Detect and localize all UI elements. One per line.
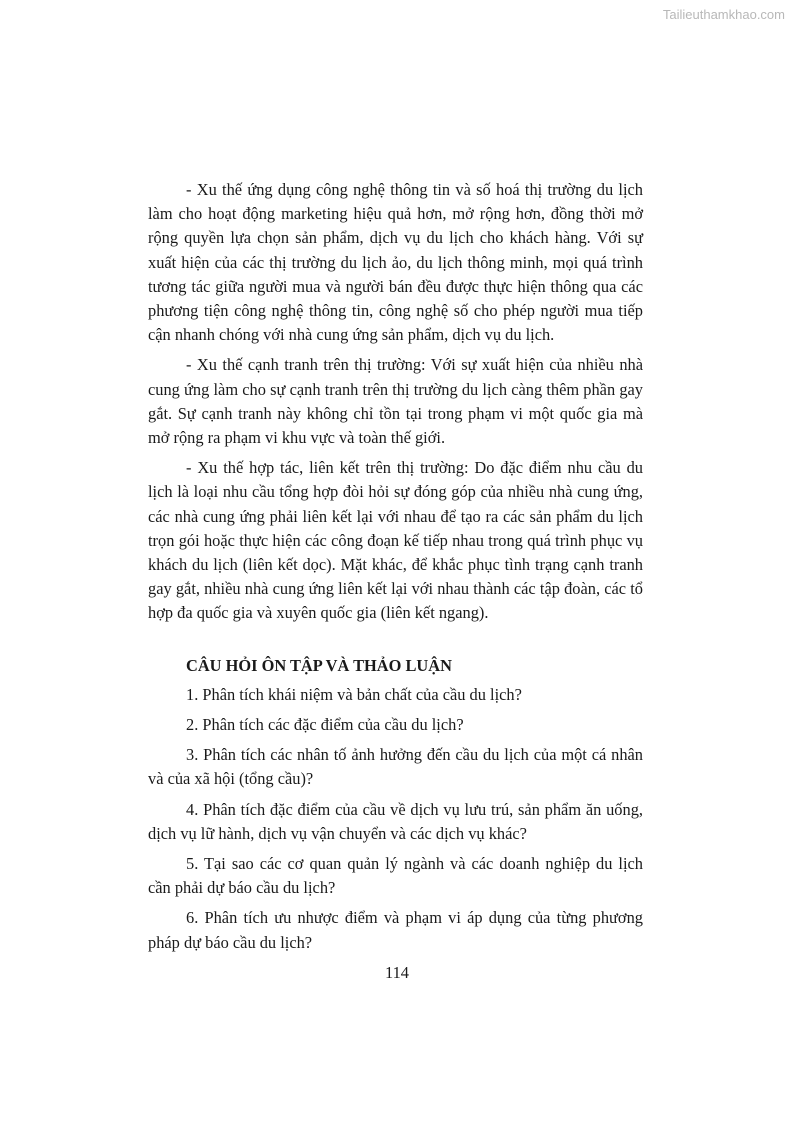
page-number: 114 bbox=[385, 963, 409, 982]
page-content bbox=[148, 178, 643, 961]
review-question-4: 4. Phân tích đặc điểm của cầu về dịch vụ lưu trú, sản phẩm ăn uống, dịch vụ lữ hành, dịch vụ vận chuyển và các dịch vụ khác? bbox=[148, 799, 643, 843]
review-section-heading: CÂU HỎI ÔN TẬP VÀ THẢO LUẬN bbox=[186, 655, 452, 675]
review-question-1: 1. Phân tích khái niệm và bản chất của cầu du lịch? bbox=[186, 684, 522, 704]
review-question-3: 3. Phân tích các nhân tố ảnh hưởng đến cầu du lịch của một cá nhân và của xã hội (tổng cầu)? bbox=[148, 745, 643, 789]
paragraph-cooperation-trend: - Xu thế hợp tác, liên kết trên thị trường: Do đặc điểm nhu cầu du lịch là loại nhu cầu tổng hợp đòi hỏi sự đóng góp của nhiều nhà cung ứng, các nhà cung ứng phải liên kết lại với nhau để tạo ra các sản phẩm du lịch trọn gói hoặc thực hiện các công đoạn kế tiếp nhau trong quá trình phục vụ khách du lịch (liên kết dọc). Mặt khác, để khắc phục tình trạng cạnh tranh gay gắt, nhiều nhà cung ứng liên kết lại với nhau thành các tập đoàn, các tổ hợp đa quốc gia và xuyên quốc gia (liên kết ngang). bbox=[148, 458, 643, 623]
paragraph-competition-trend: - Xu thế cạnh tranh trên thị trường: Với sự xuất hiện của nhiều nhà cung ứng làm cho sự cạnh tranh trên thị trường du lịch càng thêm phần gay gắt. Sự cạnh tranh này không chỉ tồn tại trong phạm vi một quốc gia mà mở rộng ra phạm vi khu vực và toàn thế giới. bbox=[148, 355, 643, 448]
watermark: Tailieuthamkhao.com bbox=[662, 7, 785, 22]
review-question-6: 6. Phân tích ưu nhược điểm và phạm vi áp dụng của từng phương pháp dự báo cầu du lịch? bbox=[148, 908, 643, 952]
review-question-5: 5. Tại sao các cơ quan quản lý ngành và các doanh nghiệp du lịch cần phải dự báo cầu du lịch? bbox=[148, 854, 643, 898]
review-question-2: 2. Phân tích các đặc điểm của cầu du lịch? bbox=[186, 715, 464, 735]
paragraph-it-digitalization-trend: - Xu thế ứng dụng công nghệ thông tin và số hoá thị trường du lịch làm cho hoạt động marketing hiệu quả hơn, mở rộng hơn, đồng thời mở rộng quyền lựa chọn sản phẩm, dịch vụ du lịch cho khách hàng. Với sự xuất hiện của các thị trường du lịch ảo, du lịch thông minh, mọi quá trình tương tác giữa người mua và người bán đều được thực hiện thông qua các phương tiện công nghệ thông tin, công nghệ số cho phép người mua tiếp cận nhanh chóng với nhà cung ứng sản phẩm, dịch vụ du lịch. bbox=[148, 180, 643, 345]
